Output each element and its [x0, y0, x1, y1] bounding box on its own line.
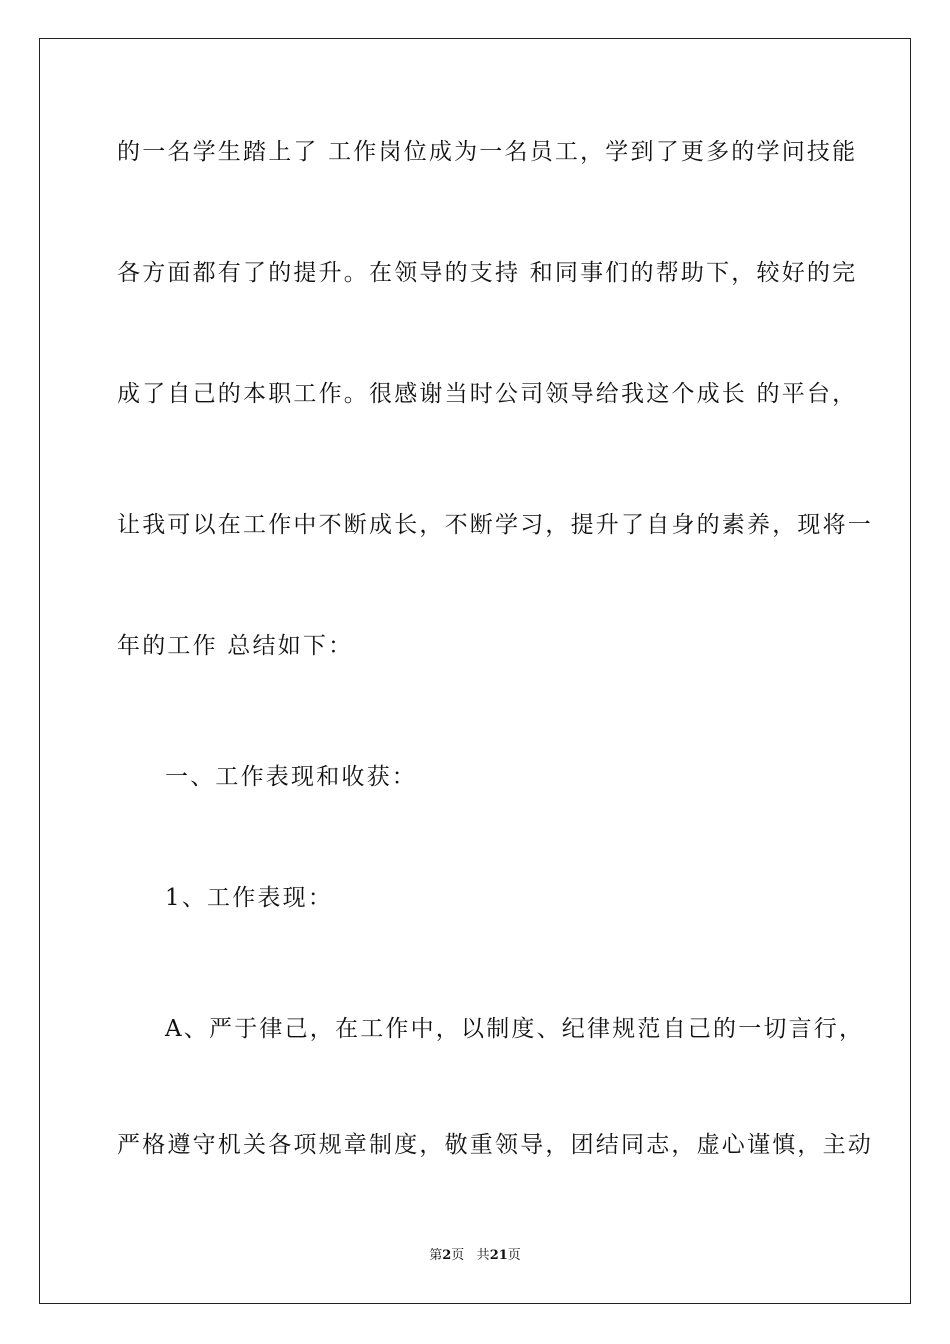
body-text-line: A、严于律己，在工作中，以制度、纪律规范自己的一切言行，: [165, 1016, 865, 1042]
total-prefix: 共: [476, 1248, 490, 1263]
body-text-line: 严格遵守机关各项规章制度，敬重领导，团结同志，虚心谨慎，主动: [117, 1132, 873, 1158]
body-text-line: 年的工作 总结如下：: [117, 633, 354, 659]
body-text-line: 让我可以在工作中不断成长，不断学习，提升了自身的素养，现将一: [117, 512, 873, 538]
page-border: [39, 38, 911, 1304]
body-text-line: 的一名学生踏上了 工作岗位成为一名员工，学到了更多的学问技能: [117, 139, 858, 165]
total-pages: 21: [489, 1248, 508, 1263]
section-heading: 一、工作表现和收获：: [165, 764, 417, 790]
body-text-line: 各方面都有了的提升。在领导的支持 和同事们的帮助下，较好的完: [117, 260, 858, 286]
page-footer: [0, 1246, 950, 1266]
page-prefix: 第: [429, 1248, 443, 1263]
page-number: 2: [442, 1248, 452, 1263]
page-unit: 页: [451, 1248, 465, 1263]
body-text-line: 成了自己的本职工作。很感谢当时公司领导给我这个成长 的平台，: [117, 381, 858, 407]
subsection-heading: 1、工作表现：: [165, 885, 334, 911]
total-unit: 页: [507, 1248, 521, 1263]
